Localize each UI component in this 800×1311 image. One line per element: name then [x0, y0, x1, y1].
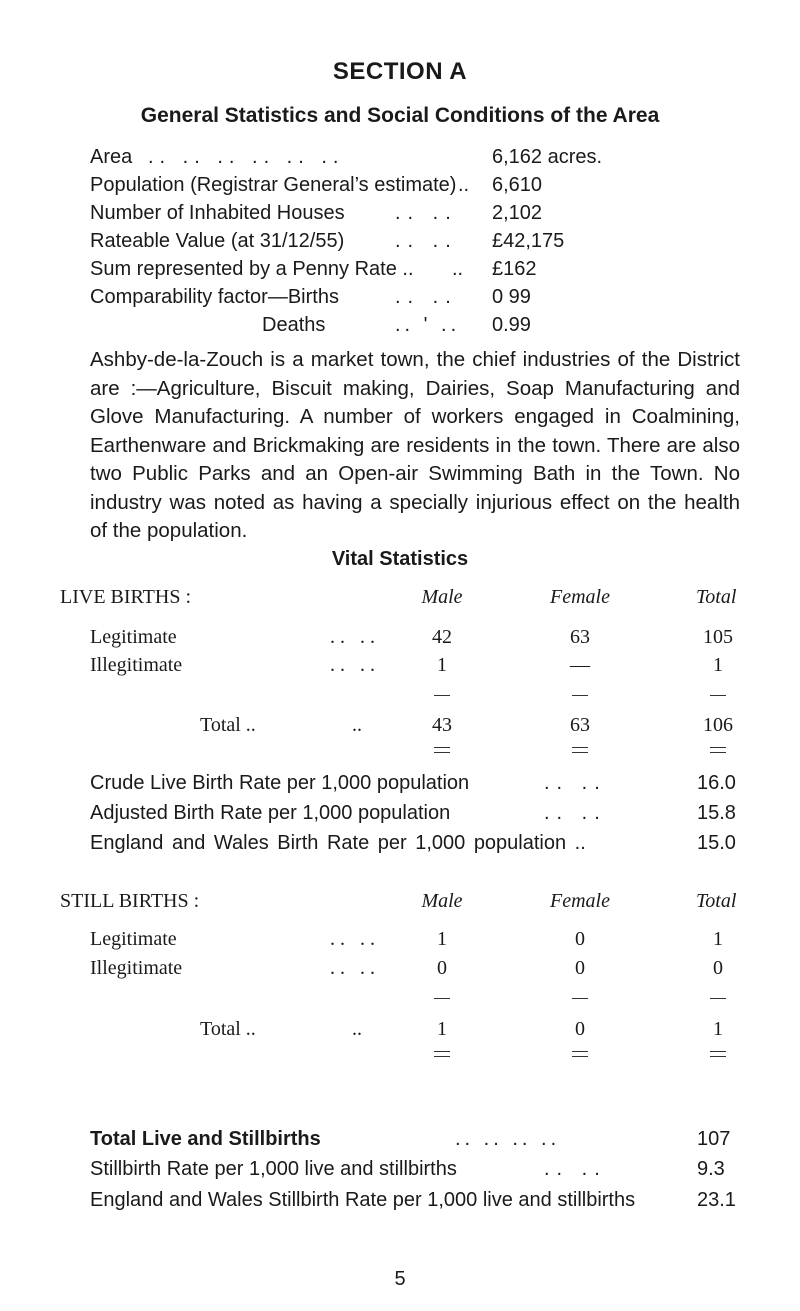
leader-dots: .. ..: [544, 1158, 607, 1180]
rate-label-crude-birth: Crude Live Birth Rate per 1,000 population: [90, 772, 470, 794]
leader-dots: .. ..: [330, 626, 380, 648]
cell-still-illegit-female: 0: [575, 957, 585, 979]
rate-value-england-wales-birth: 15.0: [697, 832, 736, 854]
cell-live-legit-female: 63: [570, 626, 590, 648]
general-value-area: 6,162 acres.: [492, 146, 603, 168]
leader-dots: .. ..: [330, 654, 380, 676]
subtotal-rule: [572, 998, 588, 999]
section-heading: SECTION A: [332, 58, 468, 85]
general-label-penny-rate: Sum represented by a Penny Rate ..: [90, 258, 414, 280]
cell-live-legit-male: 42: [432, 626, 452, 648]
subtotal-rule: [434, 695, 450, 696]
leader-dots: .. .. .. ..: [455, 1128, 561, 1150]
total-double-rule: [434, 747, 450, 753]
general-label-rateable-value: Rateable Value (at 31/12/55): [90, 230, 345, 252]
leader-dots: ..: [452, 258, 464, 280]
general-value-penny-rate: £162: [492, 258, 537, 280]
cell-still-illegit-total: 0: [713, 957, 723, 979]
rate-value-stillbirth: 9.3: [697, 1158, 725, 1180]
cell-live-total-male: 43: [432, 714, 452, 736]
row-label-total: Total ..: [200, 714, 256, 736]
cell-still-legit-total: 1: [713, 928, 723, 950]
cell-still-legit-male: 1: [437, 928, 447, 950]
leader-dots: .. ' ..: [395, 314, 461, 336]
general-value-comparability-births: 0 99: [492, 286, 531, 308]
vital-statistics-heading: Vital Statistics: [331, 548, 469, 570]
leader-dots: .. ..: [544, 772, 607, 794]
general-value-rateable-value: £42,175: [492, 230, 565, 252]
rate-value-crude-birth: 16.0: [697, 772, 736, 794]
row-label-legitimate: Legitimate: [90, 928, 177, 950]
cell-still-total-female: 0: [575, 1018, 585, 1040]
general-label-area: Area: [90, 146, 133, 168]
total-double-rule: [710, 747, 726, 753]
subtotal-rule: [710, 998, 726, 999]
leader-dots: .. ..: [395, 230, 458, 252]
cell-live-illegit-female: —: [570, 654, 590, 676]
description-paragraph: Ashby-de-la-Zouch is a market town, the chief industries of the District are :—Agriculture, Biscuit making, Dairies, Soap Manufacturing and Glove Manufacturing. A number of workers engaged in Coalmining, Earthenware and Brickmaking are residents in the town. There are also two Public Parks and an Open-air Swimming Bath in the Town. No industry was noted as having a specially injurious effect on the health of the population.: [90, 348, 740, 542]
leader-dots: .. .. .. .. .. ..: [148, 146, 345, 168]
still-births-heading: STILL BIRTHS :: [60, 890, 200, 912]
leader-dots: .. ..: [395, 202, 458, 224]
col-header-female: Female: [550, 586, 610, 608]
cell-live-total-total: 106: [703, 714, 733, 736]
col-header-male: Male: [421, 890, 463, 912]
subtotal-rule: [572, 695, 588, 696]
cell-live-illegit-total: 1: [713, 654, 723, 676]
total-double-rule: [572, 1051, 588, 1057]
cell-live-total-female: 63: [570, 714, 590, 736]
leader-dots: ..: [458, 174, 470, 196]
col-header-total: Total: [696, 586, 737, 608]
rate-label-adjusted-birth: Adjusted Birth Rate per 1,000 population: [90, 802, 451, 824]
cell-live-legit-total: 105: [703, 626, 733, 648]
row-label-illegitimate: Illegitimate: [90, 654, 183, 676]
general-label-deaths: Deaths: [262, 314, 326, 336]
leader-dots: ..: [352, 714, 362, 736]
page-title: General Statistics and Social Conditions of the Area: [140, 104, 660, 127]
rate-value-england-wales-stillbirth: 23.1: [697, 1189, 736, 1211]
rate-value-adjusted-birth: 15.8: [697, 802, 736, 824]
row-label-legitimate: Legitimate: [90, 626, 177, 648]
total-double-rule: [434, 1051, 450, 1057]
rate-label-england-wales-birth: England and Wales Birth Rate per 1,000 population ..: [90, 832, 586, 854]
row-label-illegitimate: Illegitimate: [90, 957, 183, 979]
general-value-houses: 2,102: [492, 202, 543, 224]
live-births-heading: LIVE BIRTHS :: [60, 586, 192, 608]
leader-dots: ..: [352, 1018, 362, 1040]
rate-label-total-live-still: Total Live and Stillbirths: [90, 1128, 321, 1150]
general-label-comparability-births: Comparability factor—Births: [90, 286, 339, 308]
col-header-female: Female: [550, 890, 610, 912]
leader-dots: .. ..: [544, 802, 607, 824]
general-value-deaths: 0.99: [492, 314, 531, 336]
cell-live-illegit-male: 1: [437, 654, 447, 676]
rate-label-england-wales-stillbirth: England and Wales Stillbirth Rate per 1,000 live and stillbirths: [90, 1189, 636, 1211]
rate-value-total-live-still: 107: [697, 1128, 731, 1150]
total-double-rule: [710, 1051, 726, 1057]
general-label-population: Population (Registrar General’s estimate): [90, 174, 457, 196]
leader-dots: .. ..: [330, 957, 380, 979]
col-header-male: Male: [421, 586, 463, 608]
col-header-total: Total: [696, 890, 737, 912]
general-label-houses: Number of Inhabited Houses: [90, 202, 345, 224]
page-number: 5: [394, 1268, 406, 1290]
subtotal-rule: [710, 695, 726, 696]
row-label-total: Total ..: [200, 1018, 256, 1040]
cell-still-total-male: 1: [437, 1018, 447, 1040]
cell-still-illegit-male: 0: [437, 957, 447, 979]
cell-still-legit-female: 0: [575, 928, 585, 950]
rate-label-stillbirth: Stillbirth Rate per 1,000 live and stillbirths: [90, 1158, 457, 1180]
leader-dots: .. ..: [330, 928, 380, 950]
subtotal-rule: [434, 998, 450, 999]
cell-still-total-total: 1: [713, 1018, 723, 1040]
total-double-rule: [572, 747, 588, 753]
general-value-population: 6,610: [492, 174, 543, 196]
leader-dots: .. ..: [395, 286, 458, 308]
